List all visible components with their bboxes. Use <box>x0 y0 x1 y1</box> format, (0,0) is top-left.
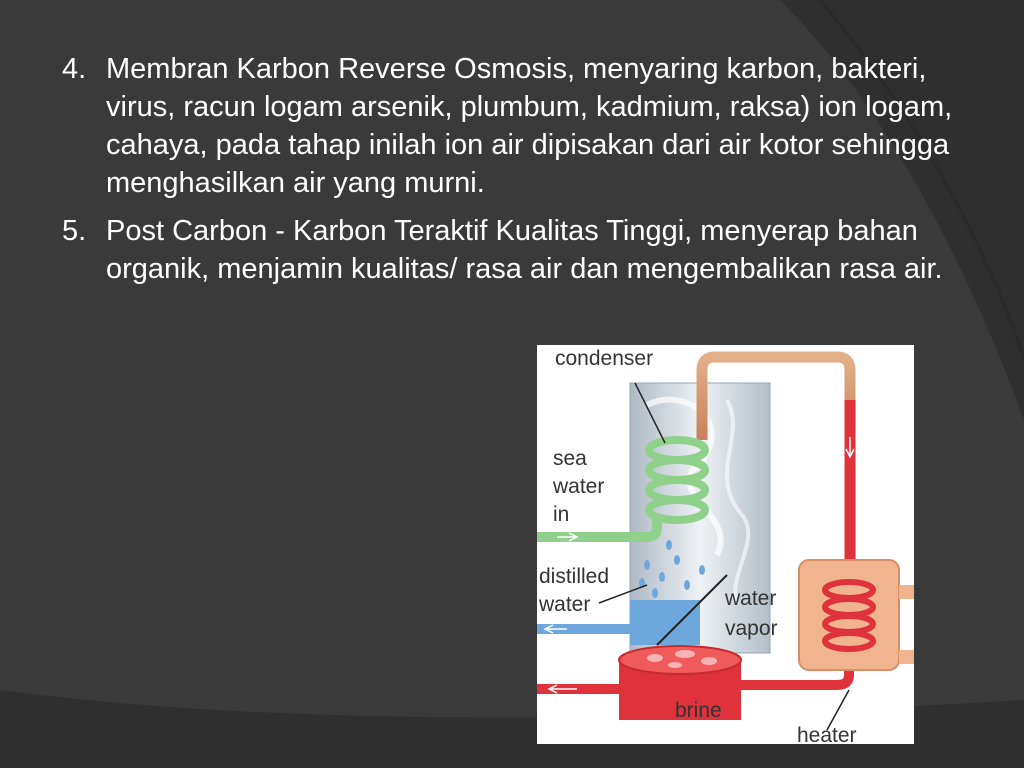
list-item <box>62 212 972 288</box>
list-item <box>62 50 972 202</box>
sea-water-label: sea <box>553 447 587 470</box>
list-number: 5. <box>62 215 87 247</box>
sea-water-label: water <box>553 475 605 498</box>
diagram-svg <box>537 345 914 744</box>
slide-body <box>62 50 972 298</box>
list-number: 4. <box>62 53 87 85</box>
water-vapor-label: water <box>725 587 777 610</box>
brine-tank-top <box>619 646 741 674</box>
heater-label: heater <box>797 724 857 744</box>
brine-label: brine <box>675 699 722 722</box>
water-vapor-label: vapor <box>725 617 778 640</box>
list-text: Membran Karbon Reverse Osmosis, menyaring karbon, bakteri, virus, racun logam arsenik, plumbum, kadmium, raksa) ion logam, cahaya, pada tahap inilah ion air dipisakan dari air kotor sehingga menghasilkan air yang murni. <box>106 53 953 199</box>
desalination-diagram <box>537 345 914 744</box>
heater-outlet <box>899 650 914 664</box>
sea-water-label: in <box>553 503 570 526</box>
hot-pipe <box>741 670 849 685</box>
distilled-water-label: distilled <box>539 565 610 588</box>
distilled-water-label: water <box>539 593 591 616</box>
condenser-label: condenser <box>555 347 654 370</box>
heater-inlet <box>899 585 914 599</box>
list-text: Post Carbon - Karbon Teraktif Kualitas Tinggi, menyerap bahan organik, menjamin kualitas/ rasa air dan mengembalikan rasa air. <box>106 215 943 285</box>
